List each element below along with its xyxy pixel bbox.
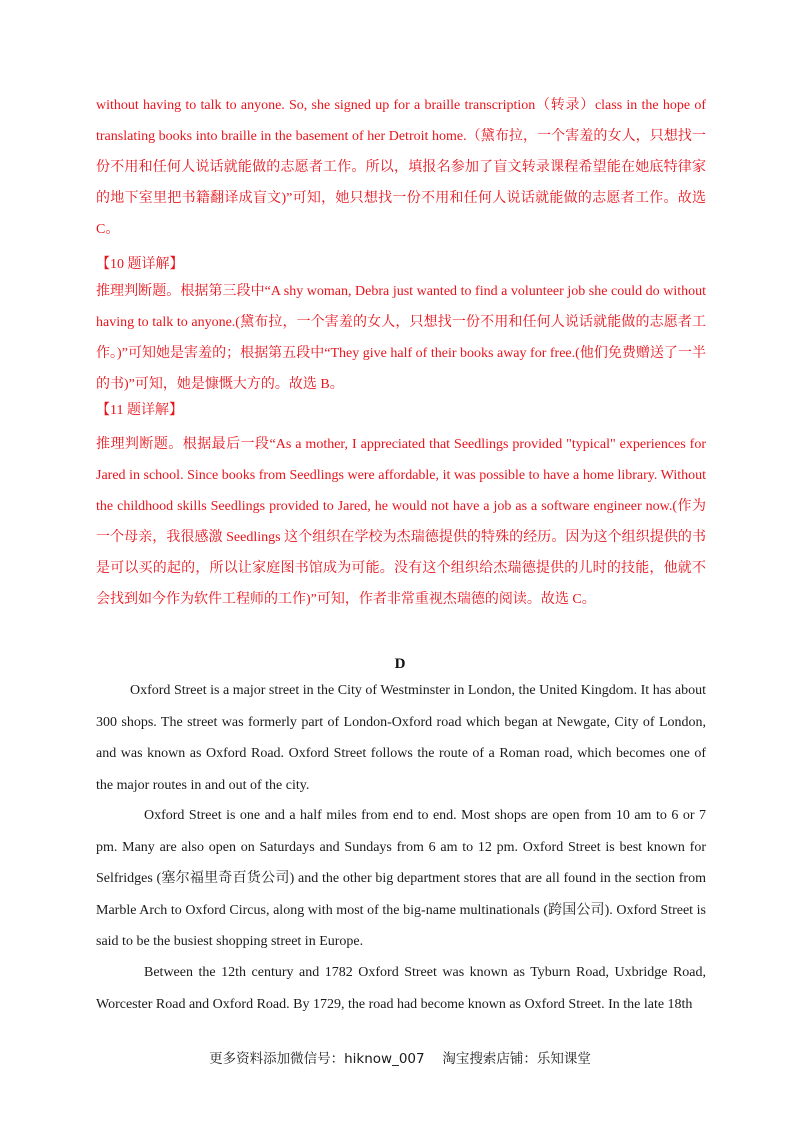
explanation-11-text: 推理判断题。根据最后一段“As a mother, I appreciated that Seedlings provided "typical" experiences for Jared in school. Since books from Seedlings were affordable, it was possible to have a home library. Without the childhood skills Seedlings provided to Jared, he would not have a job as a software engineer now.(作为一个母亲，我很感激 Seedlings 这个组织在学校为杰瑞德提供的特殊的经历。因为这个组织提供的书是可以买的起的，所以让家庭图书馆成为可能。没有这个组织给杰瑞德提供的儿时的技能，他就不会找到如今作为软件工程师的工作)”可知，作者非常重视杰瑞德的阅读。故选 C。 (96, 437, 706, 607)
passage-paragraph: Oxford Street is one and a half miles from end to end. Most shops are open from 10 am to 6 or 7 pm. Many are also open on Saturdays and Sundays from 6 am to 12 pm. Oxford Street is best known for Selfridges (塞尔福里奇百货公司) and the other big department stores that are all found in the section from Marble Arch to Oxford Circus, along with most of the big-name multinationals (跨国公司). Oxford Street is said to be the busiest shopping street in Europe. (96, 808, 706, 949)
explanation-11-heading: 【11 题详解】 (96, 403, 183, 418)
explanation-10-text: 推理判断题。根据第三段中“A shy woman, Debra just wanted to find a volunteer job she could do without having to talk to anyone.(黛布拉，一个害羞的女人，只想找一份不用和任何人说话就能做的志愿者工作。)”可知她是害羞的；根据第五段中“They give half of their books away for free.(他们免费赠送了一半的书)”可知，她是慷慨大方的。故选 B。 (96, 284, 706, 392)
explanation-10-heading: 【10 题详解】 (96, 257, 184, 272)
explanation-9-text: without having to talk to anyone. So, she signed up for a braille transcription（转录）class in the hope of translating books into braille in the basement of her Detroit home.（黛布拉，一个害羞的女人，只想找一份不用和任何人说话就能做的志愿者工作。所以，填报名参加了盲文转录课程希望能在她底特律家的地下室里把书籍翻译成盲文)”可知，她只想找一份不用和任何人说话就能做的志愿者工作。故选 C。 (96, 98, 706, 237)
page-footer: 更多资料添加微信号：hiknow_007 淘宝搜索店铺：乐知课堂 (209, 1051, 591, 1067)
passage-paragraph: Oxford Street is a major street in the City of Westminster in London, the United Kingdom. It has about 300 shops. The street was formerly part of London-Oxford road which began at Newgate, City of London, and was known as Oxford Road. Oxford Street follows the route of a Roman road, which becomes one of the major routes in and out of the city. (96, 683, 706, 793)
passage-title: D (394, 656, 406, 672)
passage-paragraph: Between the 12th century and 1782 Oxford Street was known as Tyburn Road, Uxbridge Road, Worcester Road and Oxford Road. By 1729, the road had become known as Oxford Street. In the late 18th (96, 965, 706, 1012)
